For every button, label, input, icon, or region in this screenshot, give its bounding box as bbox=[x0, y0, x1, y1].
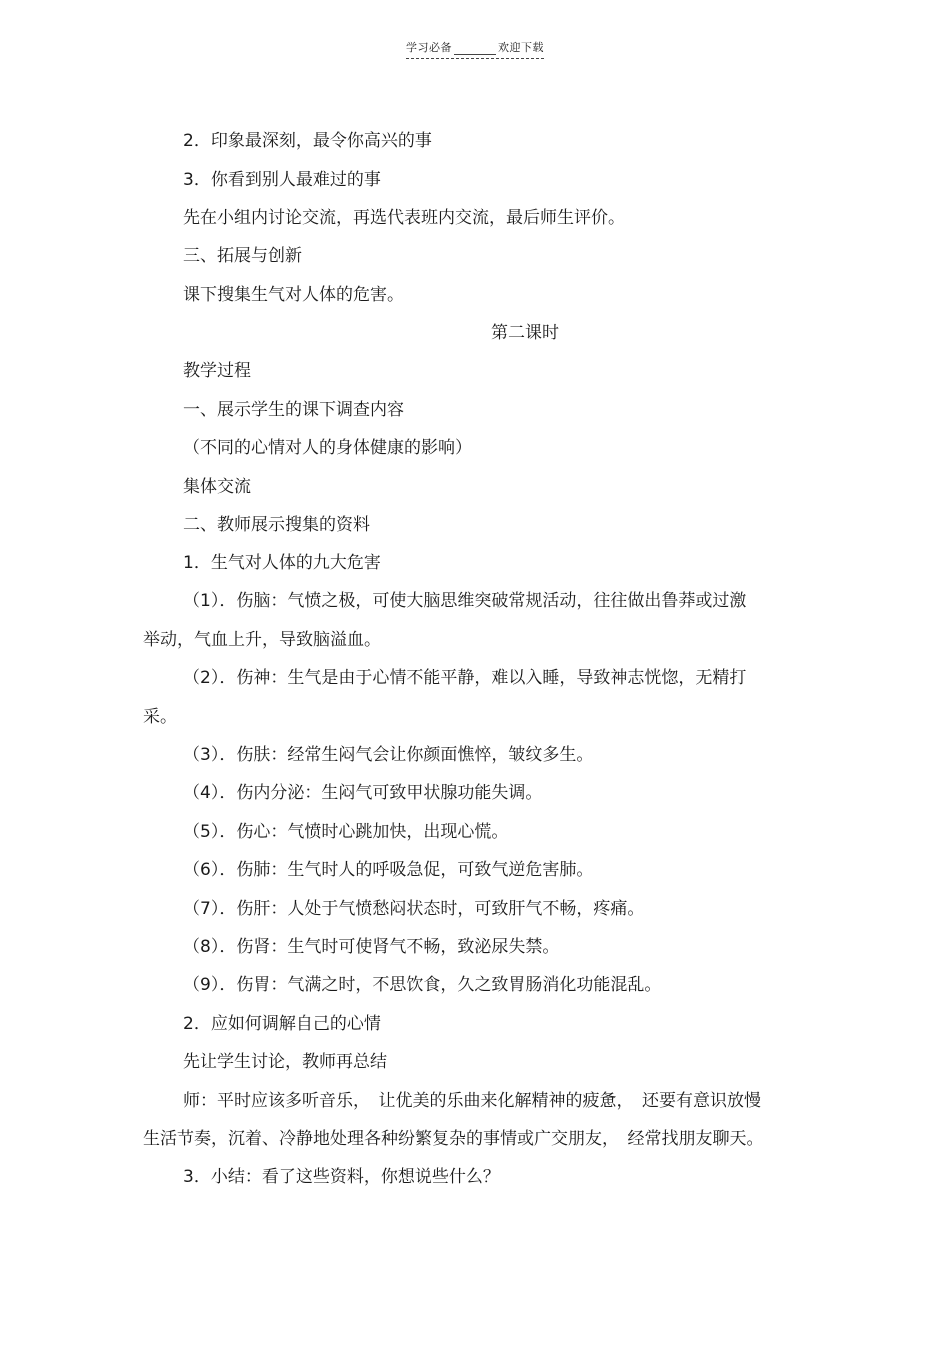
section-heading: 教学过程 bbox=[183, 361, 251, 381]
section-heading: 一、展示学生的课下调查内容 bbox=[183, 400, 404, 420]
page-header bbox=[0, 39, 950, 59]
paragraph: 先在小组内讨论交流，再选代表班内交流，最后师生评价。 bbox=[183, 208, 625, 228]
harm-item-4: （4）．伤内分泌：生闷气可致甲状腺功能失调。 bbox=[183, 783, 543, 803]
list-item-2: 2．印象最深刻，最令你高兴的事 bbox=[183, 131, 432, 151]
harm-item-2: （2）．伤神：生气是由于心情不能平静，难以入睡，导致神志恍惚，无精打 bbox=[183, 668, 747, 688]
list-item-2b: 2．应如何调解自己的心情 bbox=[183, 1014, 381, 1034]
harm-item-6: （6）．伤肺：生气时人的呼吸急促，可致气逆危害肺。 bbox=[183, 860, 594, 880]
harm-item-7: （7）．伤肝：人处于气愤愁闷状态时，可致肝气不畅，疼痛。 bbox=[183, 899, 645, 919]
paragraph: 集体交流 bbox=[183, 477, 251, 497]
header-divider bbox=[454, 53, 496, 55]
paragraph: 先让学生讨论，教师再总结 bbox=[183, 1052, 387, 1072]
harm-item-1: （1）．伤脑：气愤之极，可使大脑思维突破常规活动，往往做出鲁莽或过激 bbox=[183, 591, 747, 611]
harm-item-3: （3）．伤肤：经常生闷气会让你颜面憔悴，皱纹多生。 bbox=[183, 745, 594, 765]
teacher-summary: 师：平时应该多听音乐， 让优美的乐曲来化解精神的疲惫， 还要有意识放慢 bbox=[183, 1091, 761, 1111]
paragraph: （不同的心情对人的身体健康的影响） bbox=[183, 438, 472, 458]
header-left-text: 学习必备 bbox=[406, 41, 452, 54]
harm-item-1-cont: 举动，气血上升，导致脑溢血。 bbox=[143, 630, 381, 650]
list-item-1: 1．生气对人体的九大危害 bbox=[183, 553, 381, 573]
paragraph: 课下搜集生气对人体的危害。 bbox=[183, 285, 404, 305]
harm-item-8: （8）．伤肾：生气时可使肾气不畅，致泌尿失禁。 bbox=[183, 937, 560, 957]
teacher-summary-cont: 生活节奏，沉着、冷静地处理各种纷繁复杂的事情或广交朋友， 经常找朋友聊天。 bbox=[143, 1129, 764, 1149]
lesson-title: 第二课时 bbox=[491, 323, 559, 343]
header-right-text: 欢迎下载 bbox=[498, 41, 544, 54]
harm-item-9: （9）．伤胃：气满之时，不思饮食，久之致胃肠消化功能混乱。 bbox=[183, 975, 662, 995]
list-item-3: 3．你看到别人最难过的事 bbox=[183, 170, 381, 190]
section-heading: 二、教师展示搜集的资料 bbox=[183, 515, 370, 535]
harm-item-5: （5）．伤心：气愤时心跳加快，出现心慌。 bbox=[183, 822, 509, 842]
harm-item-2-cont: 采。 bbox=[143, 707, 177, 727]
section-heading: 三、拓展与创新 bbox=[183, 246, 302, 266]
list-item-3b: 3．小结：看了这些资料，你想说些什么？ bbox=[183, 1167, 500, 1187]
